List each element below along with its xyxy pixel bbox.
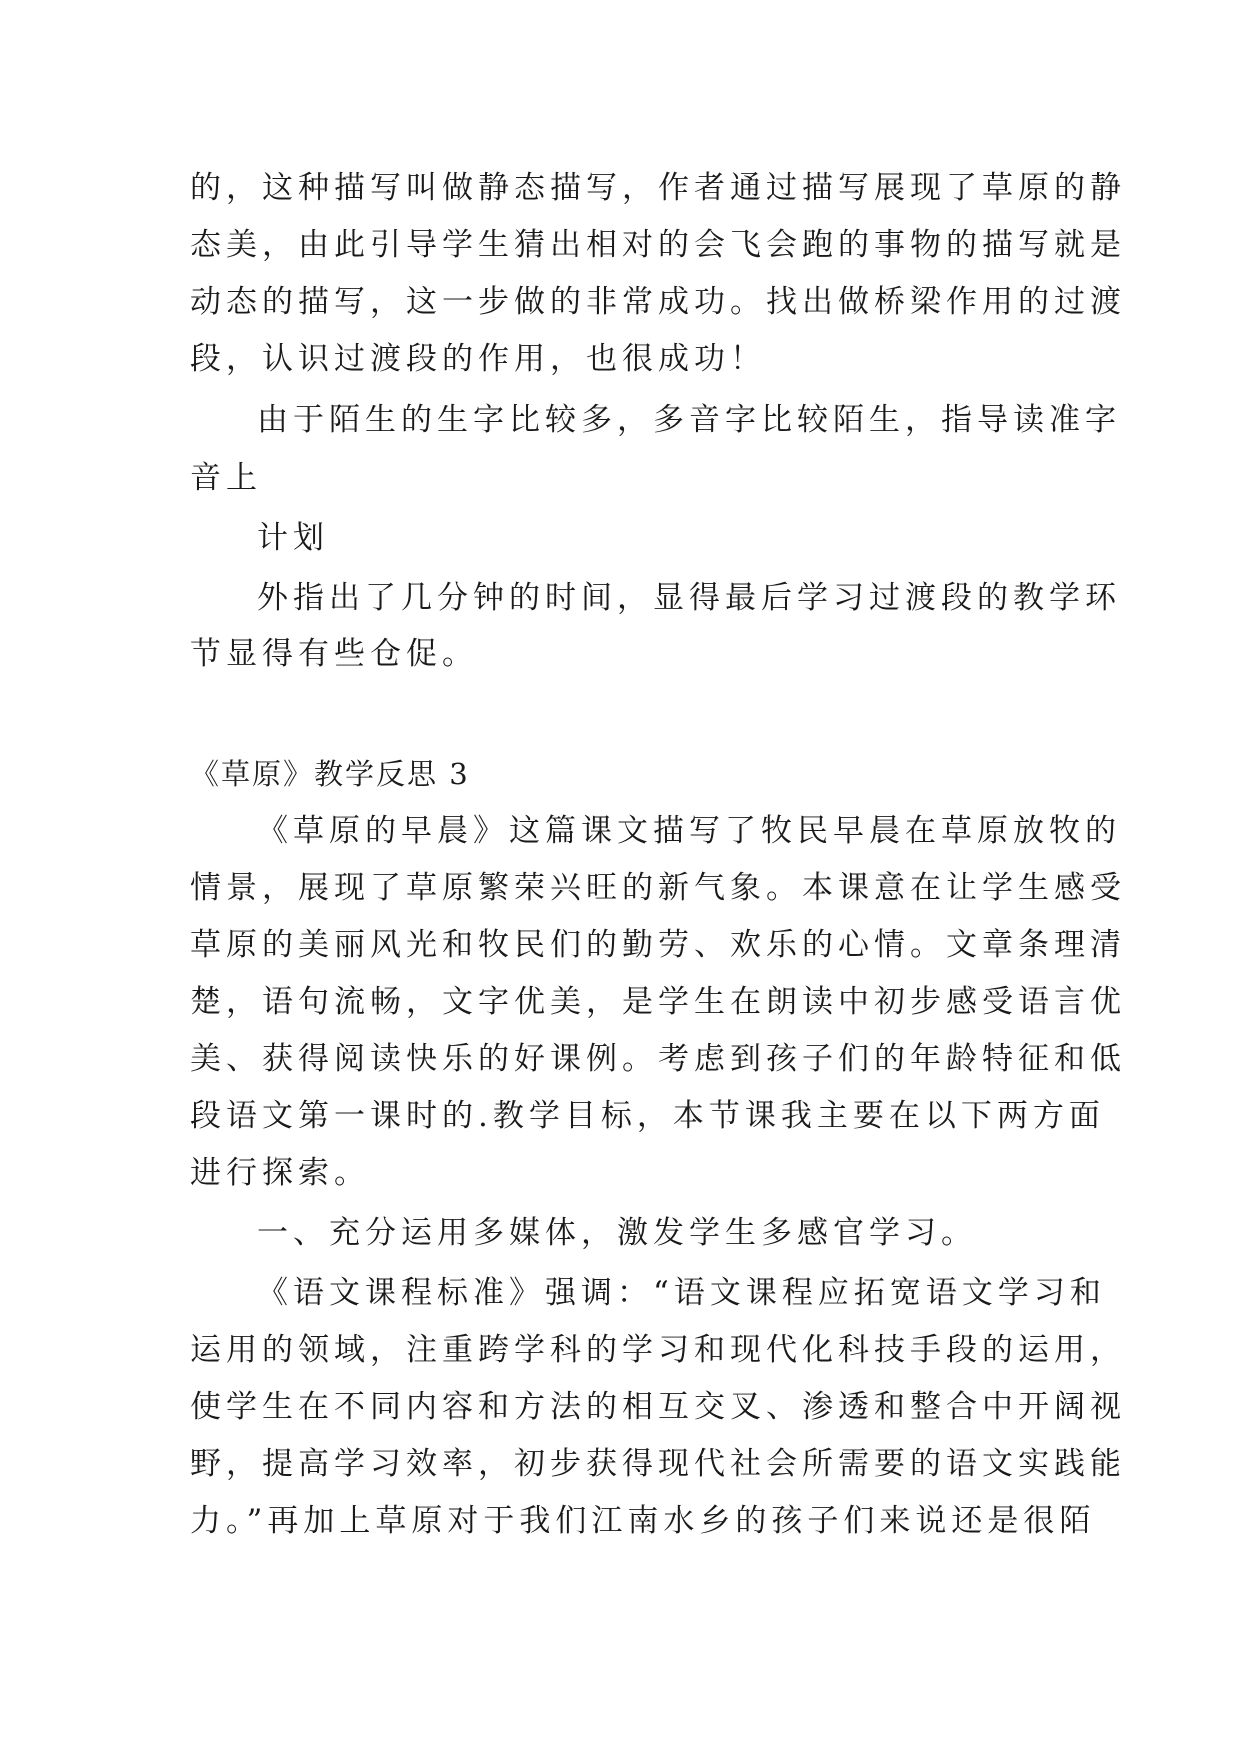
paragraph-line: 外指出了几分钟的时间，显得最后学习过渡段的教学环 xyxy=(257,580,1121,616)
paragraph-line: 由于陌生的生字比较多，多音字比较陌生，指导读准字 xyxy=(257,402,1121,438)
paragraph-line: 野，提高学习效率，初步获得现代社会所需要的语文实践能 xyxy=(190,1446,1126,1482)
paragraph-line: 情景，展现了草原繁荣兴旺的新气象。本课意在让学生感受 xyxy=(190,870,1126,906)
paragraph-line: 态美，由此引导学生猜出相对的会飞会跑的事物的描写就是 xyxy=(190,227,1126,263)
section-heading: 《草原》教学反思 3 xyxy=(190,757,470,791)
paragraph-line: 节显得有些仓促。 xyxy=(190,636,478,672)
paragraph-line: 计划 xyxy=(257,520,329,556)
paragraph-line: 动态的描写，这一步做的非常成功。找出做桥梁作用的过渡 xyxy=(190,284,1126,320)
paragraph-line: 使学生在不同内容和方法的相互交叉、渗透和整合中开阔视 xyxy=(190,1389,1126,1425)
paragraph-line: 的，这种描写叫做静态描写，作者通过描写展现了草原的静 xyxy=(190,170,1126,206)
paragraph-line: 美、获得阅读快乐的好课例。考虑到孩子们的年龄特征和低 xyxy=(190,1041,1126,1077)
paragraph-line: 《草原的早晨》这篇课文描写了牧民早晨在草原放牧的 xyxy=(257,813,1121,849)
paragraph-line: 段，认识过渡段的作用，也很成功！ xyxy=(190,341,766,377)
paragraph-line: 力。”再加上草原对于我们江南水乡的孩子们来说还是很陌 xyxy=(190,1503,1096,1539)
paragraph-line: 运用的领域，注重跨学科的学习和现代化科技手段的运用， xyxy=(190,1332,1126,1368)
paragraph-line: 段语文第一课时的.教学目标，本节课我主要在以下两方面 xyxy=(190,1098,1105,1134)
paragraph-line: 音上 xyxy=(190,460,262,496)
paragraph-line: 《语文课程标准》强调：“语文课程应拓宽语文学习和 xyxy=(257,1275,1106,1311)
paragraph-line: 一、充分运用多媒体，激发学生多感官学习。 xyxy=(257,1215,977,1251)
paragraph-line: 进行探索。 xyxy=(190,1155,370,1191)
paragraph-line: 草原的美丽风光和牧民们的勤劳、欢乐的心情。文章条理清 xyxy=(190,927,1126,963)
paragraph-line: 楚，语句流畅，文字优美，是学生在朗读中初步感受语言优 xyxy=(190,984,1126,1020)
